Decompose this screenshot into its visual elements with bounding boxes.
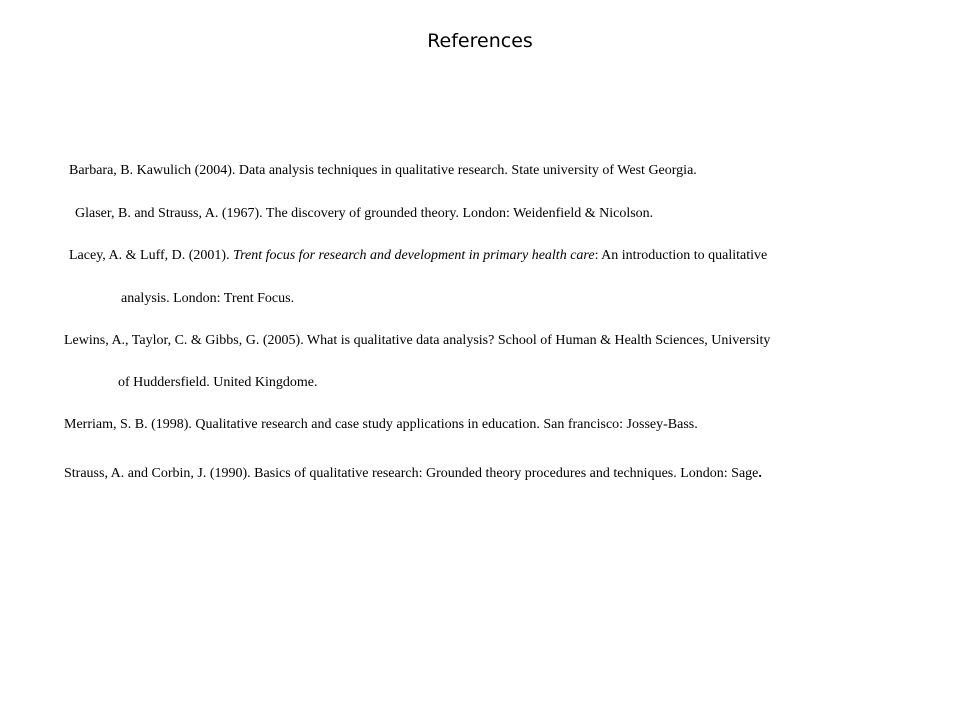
reference-lacey-luff-authors: Lacey, A. & Luff, D. (2001).: [69, 248, 234, 263]
reference-kawulich: Barbara, B. Kawulich (2004). Data analysis techniques in qualitative research. State university of West Georgia.: [69, 163, 697, 178]
reference-lewins: Lewins, A., Taylor, C. & Gibbs, G. (2005). What is qualitative data analysis? School of Human & Health Sciences, University: [64, 333, 771, 348]
reference-glaser-strauss: Glaser, B. and Strauss, A. (1967). The discovery of grounded theory. London: Weidenfield & Nicolson.: [75, 206, 654, 221]
reference-strauss-corbin: [64, 465, 762, 483]
reference-lacey-luff: [69, 247, 767, 265]
reference-lacey-luff-title: Trent focus for research and development in primary health care: [233, 248, 595, 263]
reference-lacey-luff-subtitle: : An introduction to qualitative: [594, 248, 768, 263]
reference-lewins-continuation: of Huddersfield. United Kingdome.: [118, 375, 318, 390]
reference-merriam: Merriam, S. B. (1998). Qualitative research and case study applications in education. San francisco: Jossey-Bass.: [64, 417, 698, 432]
slide-title: References: [427, 30, 533, 52]
reference-lacey-luff-continuation: analysis. London: Trent Focus.: [121, 291, 295, 306]
reference-strauss-corbin-text: Strauss, A. and Corbin, J. (1990). Basics of qualitative research: Grounded theory procedures and techniques. London: Sage: [64, 466, 759, 481]
reference-strauss-corbin-period: .: [758, 466, 762, 481]
